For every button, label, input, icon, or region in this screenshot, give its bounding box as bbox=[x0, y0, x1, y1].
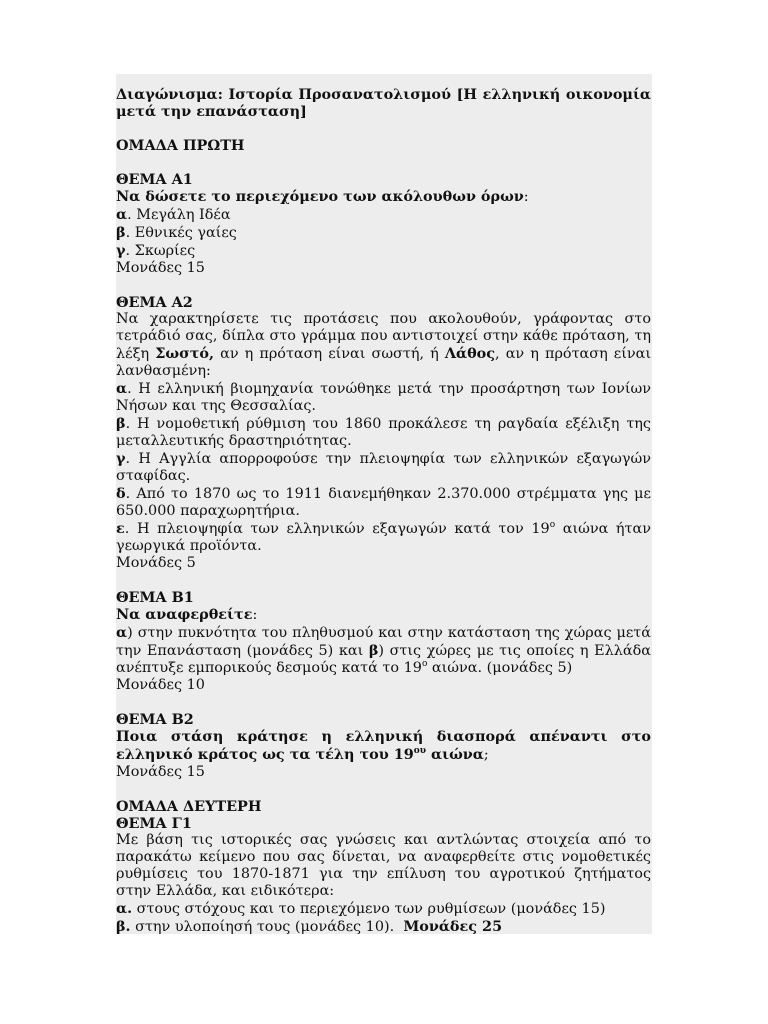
topic-a2-marks: Μονάδες 5 bbox=[116, 555, 196, 571]
topic-a1-item-c: γ. Σκωρίες bbox=[116, 242, 196, 259]
topic-c1-intro: Με βάση τις ιστορικές σας γνώσεις και αντλώντας στοιχεία από το παρακάτω κείμενο που σας δίνεται, να αναφερθείτε στις νομοθετικές ρυθμίσεις του 1870-1871 για την επίλυση του αγροτικού ζητήματος στην Ελλάδα, και ειδικότερα: bbox=[116, 832, 651, 899]
topic-b2-marks: Μονάδες 15 bbox=[116, 764, 205, 780]
topic-c1-heading: ΘΕΜΑ Γ1 bbox=[116, 815, 192, 832]
topic-a2-item-c: γ. Η Αγγλία απορροφούσε την πλειοψηφία των ελληνικών εξαγωγών σταφίδας. bbox=[116, 450, 651, 484]
topic-b1-body: α) στην πυκνότητα του πληθυσμού και στην κατάσταση της χώρας μετά την Επανάσταση (μονάδες 5) και β) στις χώρες με τις οποίες η Ελλάδα ανέπτυξε εμπορικούς δεσμούς κατά το $19^o$ αιώνα. (μονάδες 5) bbox=[116, 624, 651, 676]
topic-a2-item-b: β. Η νομοθετική ρύθμιση του 1860 προκάλεσε τη ραγδαία εξέλιξη της μεταλλευτικής δραστηριότητας. bbox=[116, 415, 651, 449]
topic-a2-item-d: δ. Από το 1870 ως το 1911 διανεμήθηκαν 2.370.000 στρέμματα γης με 650.000 παραχωρητήρια. bbox=[116, 485, 651, 519]
topic-c1-item-b: β. στην υλοποίησή τους (μονάδες 10). Μονάδες 25 bbox=[116, 918, 503, 935]
topic-a2-item-a: α. Η ελληνική βιομηχανία τονώθηκε μετά την προσάρτηση των Ιονίων Νήσων και της Θεσσαλίας. bbox=[116, 380, 651, 414]
document-title: Διαγώνισμα: Ιστορία Προσανατολισμού [Η ελληνική οικονομία μετά την επανάσταση] bbox=[116, 86, 651, 120]
topic-b1-marks: Μονάδες 10 bbox=[116, 677, 205, 693]
topic-b1-heading: ΘΕΜΑ Β1 bbox=[116, 589, 194, 606]
exam-document bbox=[116, 86, 651, 936]
topic-a1-heading: ΘΕΜΑ Α1 bbox=[116, 171, 193, 188]
group-two-heading: ΟΜΑΔΑ ΔΕΥΤΕΡΗ bbox=[116, 798, 262, 815]
topic-c1-item-a: α. στους στόχους και το περιεχόμενο των ρυθμίσεων (μονάδες 15) bbox=[116, 900, 606, 917]
topic-a1-item-a: α. Μεγάλη Ιδέα bbox=[116, 206, 231, 223]
group-one-heading: ΟΜΑΔΑ ΠΡΩΤΗ bbox=[116, 137, 245, 154]
topic-b2-heading: ΘΕΜΑ Β2 bbox=[116, 711, 194, 728]
topic-b1-instruction: Να αναφερθείτε: bbox=[116, 606, 258, 623]
topic-a2-item-e: ε. Η πλειοψηφία των ελληνικών εξαγωγών κατά τον $19^o$ αιώνα ήταν γεωργικά προϊόντα. bbox=[116, 520, 651, 554]
topic-a1-instruction: Να δώσετε το περιεχόμενο των ακόλουθων όρων: bbox=[116, 188, 529, 205]
topic-a1-item-b: β. Εθνικές γαίες bbox=[116, 224, 237, 241]
topic-b2-question: Ποια στάση κράτησε η ελληνική διασπορά απέναντι στο ελληνικό κράτος ως τα τέλη του $19^{o\upsilon}$ αιώνα; bbox=[116, 728, 651, 763]
topic-a2-heading: ΘΕΜΑ Α2 bbox=[116, 294, 193, 311]
topic-a1-marks: Μονάδες 15 bbox=[116, 260, 205, 276]
topic-a2-intro: Να χαρακτηρίσετε τις προτάσεις που ακολουθούν, γράφοντας στο τετράδιό σας, δίπλα στο γράμμα που αντιστοιχεί στην κάθε πρόταση, τη λέξη Σωστό, αν η πρόταση είναι σωστή, ή Λάθος, αν η πρόταση είναι λανθασμένη: bbox=[116, 311, 652, 379]
